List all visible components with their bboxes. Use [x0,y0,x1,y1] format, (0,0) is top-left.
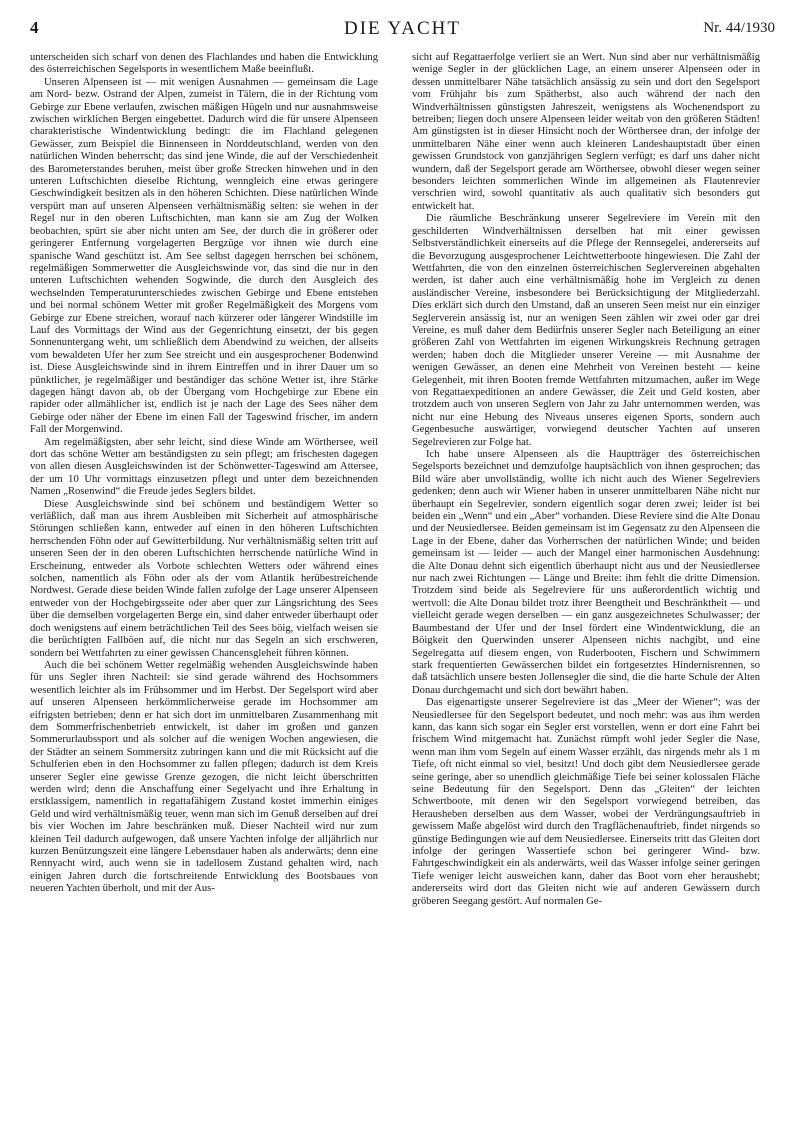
paragraph: Diese Ausgleichswinde sind bei schönem und beständigem Wetter so verläßlich, daß man aus ihrem Ausbleiben mit Sicherheit auf atmosphärische Störungen schließen kann, entweder auf einen in den höheren Luftschichten herrschenden Föhn oder auf Gewitterbildung. Nur verhältnismäßig selten tritt auf unseren Seen der in den oberen Luftschichten herrschende natürliche Wind in Erscheinung, entweder als Vorbote schlechten Wetters oder während eines solchen, namentlich als Föhn oder als der vom Atlantik herübestreichende Nordwest. Gerade diese beiden Winde fallen zufolge der Lage unserer Alpenseen entweder von der Hochgebirgsseite oder aber quer zur Längsrichtung des Sees über die demselben vorgelagerten Berge ein, sind daher entweder überhaupt oder doch wenigstens auf einem beträchtlichen Teil des Sees böig, vielfach weisen sie die berüchtigten Fallböen auf, die nicht nur das Segeln an sich erschweren, sondern bei Wettfahrten zu einer gewissen Chancensgleheit führen können. [30,498,378,659]
paragraph: Auch die bei schönem Wetter regelmäßig wehenden Ausgleichswinde haben für uns Segler ihren Nachteil: sie sind gerade während des Hochsommers wesentlich leichter als im Frühsommer und im Herbst. Der Segelsport wird aber auf unseren Alpenseen herkömmlicherweise gerade im Hochsommer am eifrigsten betrieben; denn er hat sich dort im unmittelbaren Zusammenhang mit dem Sommerfrischenbetrieb entwickelt, ist daher im großen und ganzen Sommerurlaubssport und als solcher auf die wenigen Wochen angewiesen, die der Städter an seinem Sommersitz zubringen kann und die mit Rücksicht auf die Schulferien eben in den Hochsommer zu fallen pflegen; dadurch ist dem Kreis unserer Segler eine gewisse Grenze gezogen, die nicht leicht überschritten werden wird; denn die Anschaffung einer Segelyacht und ihre Erhaltung in erstklassigem, namentlich in regattafähigem Zustand kostet immerhin einiges Geld und wird verhältnismäßig teuer, wenn man sich im Genuß derselben auf drei bis vier Wochen im Jahre beschränken muß. Dieser Nachteil wird nur zum kleinen Teil dadurch aufgewogen, daß unsere Yachten infolge der alljährlich nur kurzen Benützungszeit eine längere Lebensdauer haben als anderwärts; denn eine Rennyacht wird, auch wenn sie in tadellosem Zustand gehalten wird, nach einigen Jahren durch die fortschreitende Entwicklung des Bootsbaues von neueren Yachten überholt, und mit der Aus- [30,659,378,895]
paragraph: Unseren Alpenseen ist — mit wenigen Ausnahmen — gemeinsam die Lage am Nord- bezw. Ostrand der Alpen, zumeist in Tälern, die in der Richtung vom Gebirge zur Ebene verlaufen, zwischen mäßigen Hügeln und nur ausnahmsweise zwischen wirklichen Bergen eingebettet. Dadurch wird die für unsere Alpenseen charakteristische Windentwicklung bedingt: die im Flachland gelegenen Gewässer, zum Beispiel die Binnenseen in Norddeutschland, werden von den natürlichen Winden beherrscht; das sind jene Winde, die auf der Verschiedenheit des Barometerstandes beruhen, meist über große Strecken hinwehen und in den unteren Luftschichten dieselbe Richtung, wenngleich eine etwas geringere Geschwindigkeit besitzen als in den höheren Schichten. Diese natürlichen Winde verspürt man auf unseren Alpenseen verhältnismäßig selten: sie wehen in der Regel nur in den oberen Luftschichten, man kann sie am Zug der Wolken beobachten, spürt sie aber nicht unten am See, der durch die in größerer oder geringerer Entfernung vorgelagerten Bergzüge vor ihnen wie durch eine spanische Wand geschützt ist. Am See selbst dagegen herrschen bei schönem, regelmäßigen Sommerwetter die Ausgleichswinde vor, das sind die nur in den unteren Luftschichten wehenden Sogwinde, die durch den Ausgleich des wechselnden Temperaturunterschiedes zwischen Gebirge und Ebene entstehen und bei normal schönem Wetter mit großer Regelmäßigkeit des Morgens vom Gebirge zur Ebene streichen, worauf nach kürzerer oder längerer Windstille im Lauf des Vormittags der Wind aus der Gegenrichtung einsetzt, der bis gegen Sonnenuntergang weht, um schließlich dem Abendwind zu weichen, der allseits vom bewaldeten Ufer her zum See streicht und ein ausgesprochener Bodenwind ist. Diese Ausgleichswinde sind in ihrem Eintreffen und in ihrer Dauer um so pünktlicher, je regelmäßiger und beständiger das schöne Wetter ist, ihre Stärke dagegen hängt davon ab, ob der Übergang vom Hochgebirge zur Ebene ein rapider oder allmählicher ist, endlich ist je nach der Lage des Sees näher dem Gebirge oder näher der Ebene im einen Fall der Tageswind frischer, im andern Fall der Morgenwind. [30,76,378,436]
text-column-left [30,52,378,1112]
issue-number: Nr. 44/1930 [703,20,775,36]
page-header [30,18,775,44]
paragraph: unterscheiden sich scharf von denen des Flachlandes und haben die Entwicklung des österreichischen Segelsports in wesentlichem Maße beeinflußt. [30,52,378,76]
paragraph: Die räumliche Beschränkung unserer Segelreviere im Verein mit den geschilderten Windverhältnissen derselben hat mit einer gewissen Selbstverständlichkeit einerseits auf die Pflege der Rennsegelei, andererseits auf die Bevorzugung ausgesprochener Leichtwetterboote hingewiesen. Die Zahl der Wettfahrten, die von den einzelnen österreichischen Seglervereinen abgehalten werden, ist daher auch eine verhältnismäßig hohe im Vergleich zu denen ausländischer Vereine, insbesondere bei Berücksichtigung der Mitgliederzahl. Dies erklärt sich durch den Umstand, daß an unseren Seen meist nur ein einziger Seglerverein ansässig ist, nur an wenigen Seen zählen wir zwei oder gar drei Vereine, es muß daher dem Bedürfnis unserer Segler nach Beteiligung an einer größeren Zahl von Wettfahrten im eigenen Wirkungskreis Rechnung getragen werden; haben doch die Mitglieder unserer Vereine — mit Ausnahme der wenigen Gewässer, an denen eine Mehrheit von Vereinen besteht — keine Gelegenheit, mit ihren Booten fremde Wettfahrten mitzumachen, außer im Wege von Regattaexpeditionen an andere Gewässer, die Zeit und Geld kosten, aber trotzdem auch von unseren Seglern von Jahr zu Jahr unternommen werden, was nicht nur eine Hebung des Niveaus unseres eigenen Sports, sondern auch Gegenbesuche auswärtiger, vorwiegend deutscher Yachten auf unseren Segelrevieren zur Folge hat. [412,213,760,448]
paragraph: sicht auf Regattaerfolge verliert sie an Wert. Nun sind aber nur verhältnismäßig wenige Segler in der glücklichen Lage, an einem unserer Alpenseen oder in dessen unmittelbarer Nähe tatsächlich ansässig zu sein und dort den Segelsport vom Frühjahr bis zum Spätherbst, also auch während der nach den Windverhältnissen günstigsten Jahreszeit, wenigstens als Wochenendsport zu betreiben; liegen doch unsere Alpenseen leider weitab von den größeren Städten! Am günstigsten ist in dieser Hinsicht noch der Wörthersee dran, der infolge der unmittelbaren Nähe einer wenn auch kleineren Landeshauptstadt über einen gewissen Grundstock von ganzjährigen Seglern verfügt; es darf uns daher nicht wundern, daß der Segelsport gerade am Wörthersee, obwohl dieser wegen seiner besonders leichten sommerlichen Winde im allgemeinen als Flautenrevier verschrien wird, sowohl quantitativ als auch qualitativ sich besonders gut entwickelt hat. [412,52,760,212]
paragraph: Das eigenartigste unserer Segelreviere ist das „Meer der Wiener“; was der Neusiedlersee für den Segelsport bedeutet, und noch mehr: was aus ihm werden kann, das kann sich sogar ein Segler erst vorstellen, wenn er dort eine Fahrt bei frischem Wind mitgemacht hat. Zunächst rümpft wohl jeder Segler die Nase, wenn man ihm vom Segeln auf einem Wasser erzählt, das nirgends mehr als 1 m Tiefe, oft nicht einmal so viel, besitzt! Und doch gibt dem Neusiedlersee gerade seine geringe, aber so unendlich gleichmäßige Tiefe bei seiner kolossalen Fläche seine Bedeutung für den Segelsport. Denn das „Gleiten“ der leichten Schwertboote, mit denen wir den Segelsport vorwiegend betreiben, das Herausheben derselben aus dem Wasser, wobei der Verdrängungsauftrieb in gewissem Maße abgelöst wird durch den Tragflächenauftrieb, findet nirgends so günstige Bedingungen wie auf dem Neusiedlersee. Einerseits tritt das Gleiten dort infolge der geringen Wassertiefe schon bei geringerer Wind- bzw. Fahrtgeschwindigkeit ein als anderwärts, weil das Wasser infolge seiner geringen Tiefe weniger leicht ausweichen kann, daher das Boot vorn eher heraushebt; andererseits wird dort das Gleiten nicht wie auf anderen Gewässern durch gröberen Seegang gestört. Auf normalen Ge- [412,697,760,907]
text-column-right [412,52,760,1112]
paragraph: Ich habe unsere Alpenseen als die Hauptträger des österreichischen Segelsports bezeichnet und demzufolge hauptsächlich von ihnen gesprochen; das Bild wäre aber unvollständig, wollte ich nicht auch des Wiener Segelreviers gedenken; denn auch wir Wiener haben in unserer unmittelbaren Nähe nicht nur überhaupt ein Segelrevier, sondern eigentlich sogar deren zwei; leider ist bei beiden ein „Wenn“ und ein „Aber“ vorhanden. Diese Reviere sind die Alte Donau und der Neusiedlersee. Beiden gemeinsam ist im Gegensatz zu den Alpenseen die Lage in der Ebene, daher das Vorherrschen der natürlichen Winde; und beiden gemeinsam ist — leider — auch der Mangel einer harmonischen Ausdehnung: die Alte Donau dehnt sich eigentlich überhaupt nicht aus und der Neusiedlersee nur nach zwei Richtungen — Länge und Breite: ihm fehlt die dritte Dimension. Trotzdem sind beide als Segelreviere für uns außerordentlich wichtig und wertvoll: die Alte Donau bildet trotz ihrer Beengtheit und Beschränktheit — und vielleicht gerade wegen derselben — ein ganz ausgezeichnetes Schulwasser; der Baumbestand der Ufer und der Insel fördert eine Windentwicklung, die an Böigkeit den Querwinden unserer Alpenseen nichts nachgibt, und eine Segelregatta auf diesem engen, von Ruderbooten, Fischern und Schwimmern stark frequentierten Gewässerchen bildet ein fortgesetztes Hindernisrennen, so daß tatsächlich unsere besten Jollensegler die sind, die die harte Schule der Alten Donau durchgemacht und sich dort bewährt haben. [412,449,760,696]
paragraph: Am regelmäßigsten, aber sehr leicht, sind diese Winde am Wörthersee, weil dort das schöne Wetter am beständigsten zu sein pflegt; am frischesten dagegen von allen diesen Ausgleichswinden ist der Schönwetter-Tageswind am Attersee, der um 10 Uhr vormittags einzusetzen pflegt und unter dem bezeichnenden Namen „Rosenwind“ die Freude jedes Seglers bildet. [30,436,378,498]
page-number: 4 [30,18,39,37]
journal-title: DIE YACHT [343,18,462,39]
